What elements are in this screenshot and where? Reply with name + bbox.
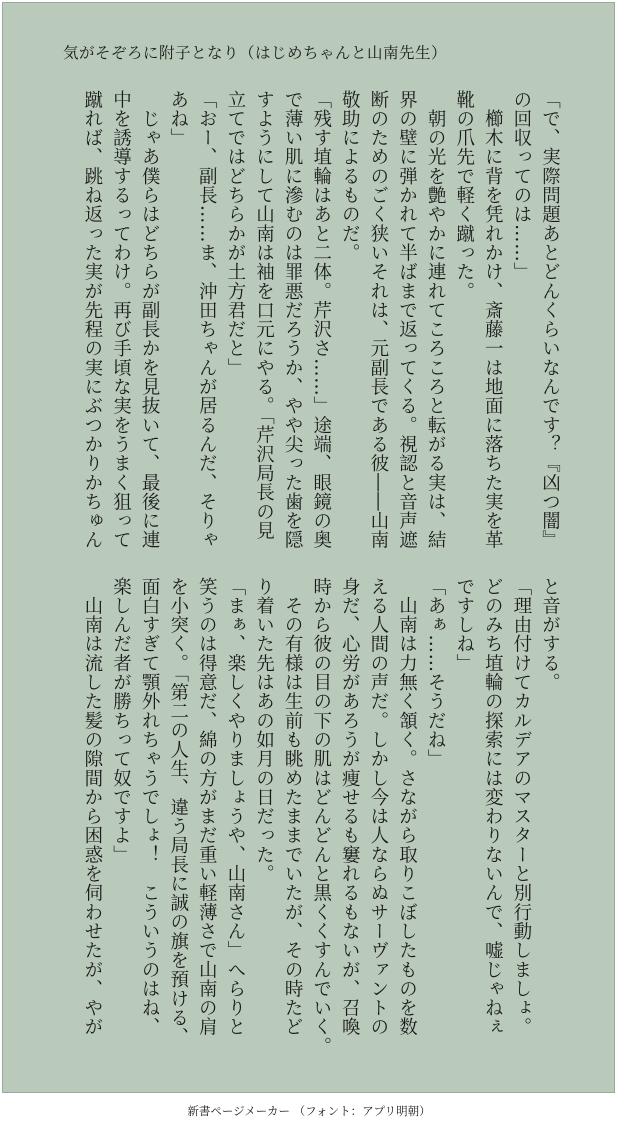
text-column: 中を誘導するってわけ。再び手頃な実をうまく狙って	[110, 90, 132, 550]
text-column: 断のためのごく狭いそれは、元副長である彼――山南	[367, 90, 389, 550]
text-column: その有様は生前も眺めたままでいたが、その時たど	[282, 577, 304, 1037]
text-column: 「で、実際問題あとどんくらいなんです？『凶つ闇』	[539, 90, 561, 550]
text-column: 時から彼の目の下の肌はどんどんと黒くくすんでいく。	[310, 577, 332, 1056]
text-column: 界の壁に弾かれて半ばまで返ってくる。視認と音声遮	[396, 90, 418, 550]
text-column: 敬助によるものだ。	[339, 90, 361, 263]
text-column: じゃあ僕らはどちらが副長かを見抜いて、最後に連	[139, 90, 161, 550]
text-column: 「理由付けてカルデアのマスターと別行動しましょ。	[510, 577, 532, 1037]
text-column: 「あぁ……そうだね」	[425, 577, 447, 769]
text-column: 蹴れば、跳ね返った実が先程の実にぶつかりかちゅん	[81, 90, 103, 550]
text-column: 笑うのは得意だ、綿の方がまだ重い軽薄さで山南の肩	[196, 577, 218, 1037]
text-column: 櫛木に背を凭れかけ、斎藤一は地面に落ちた実を革	[482, 90, 504, 550]
text-column: 「おー、副長……ま、沖田ちゃんが居るんだ、そりゃ	[196, 90, 218, 550]
text-column: すようにして山南は袖を口元にやる。「芹沢局長の見	[253, 90, 275, 541]
text-column: える人間の声だ。しかし今は人ならぬサーヴァントの	[367, 577, 389, 1037]
text-column: 靴の爪先で軽く蹴った。	[453, 90, 475, 301]
footer-credit: 新書ページメーカー （フォント：アプリ明朝）	[187, 1104, 431, 1118]
text-column: 朝の光を艶やかに連れてころころと転がる実は、結	[425, 90, 447, 550]
book-page	[2, 2, 615, 1093]
text-column: 立てではどちらかが土方君だと」	[224, 90, 246, 378]
text-column: 「残す埴輪はあと二体。芹沢さ……」途端、眼鏡の奥	[310, 90, 332, 550]
text-column: を小突く。「第二の人生、違う局長に誠の旗を預ける、	[167, 577, 189, 1047]
text-column: 山南は力無く頷く。さながら取りこぼしたものを数	[396, 577, 418, 1037]
text-column: り着いた先はあの如月の日だった。	[253, 577, 275, 884]
text-column: と音がする。	[539, 577, 561, 692]
text-column: 身だ、心労があろうが痩せるも窶れるもないが、召喚	[339, 577, 361, 1037]
text-column: 山南は流した髪の隙間から困惑を伺わせたが、やが	[81, 577, 103, 1037]
text-column: 楽しんだ者が勝ちって奴ですよ」	[110, 577, 132, 865]
text-column: ですしね」	[453, 577, 475, 673]
text-column: の回収ってのは……」	[510, 90, 532, 282]
text-column: 面白すぎて顎外れちゃうでしょ！ こういうのはね、	[139, 577, 161, 1037]
page-title: 気がそぞろに附子となり（はじめちゃんと山南先生）	[63, 44, 448, 62]
text-column: 「まぁ、楽しくやりましょうや、山南さん」へらりと	[224, 577, 246, 1037]
text-column: どのみち埴輪の探索には変わりないんで、嘘じゃねぇ	[482, 577, 504, 1037]
text-column: で薄い肌に滲むのは罪悪だろうか、やや尖った歯を隠	[282, 90, 304, 550]
text-column: あね」	[167, 90, 189, 148]
